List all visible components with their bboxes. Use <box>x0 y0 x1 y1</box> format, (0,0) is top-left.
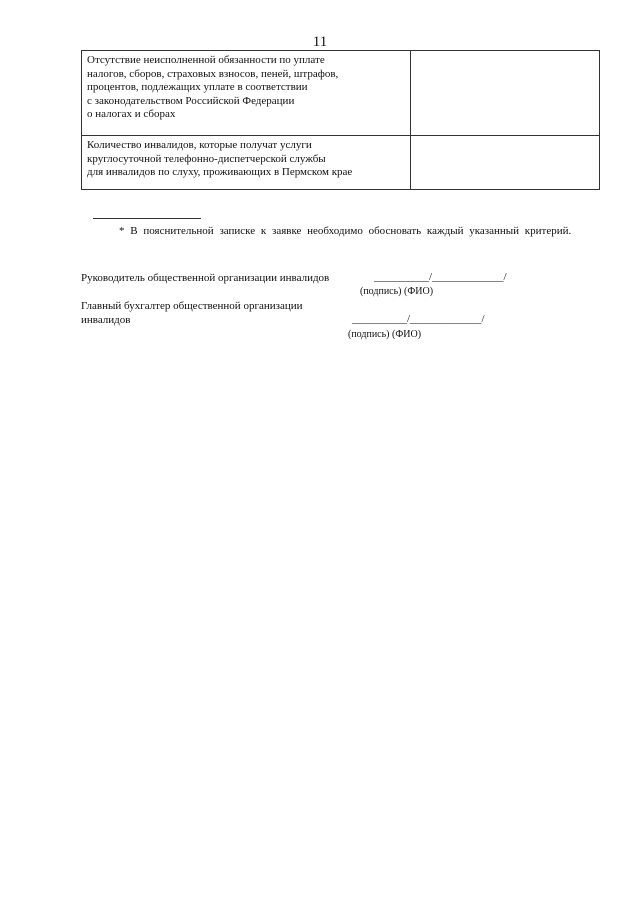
criterion-label-disabled-count: Количество инвалидов, которые получат услуги круглосуточной телефонно-диспетчерской службы для инвалидов по слуху, проживающих в Пермском крае <box>82 136 411 190</box>
head-signature-label: Руководитель общественной организации инвалидов <box>81 272 330 284</box>
criteria-table <box>81 50 600 190</box>
head-signature-field: __________/_____________/ <box>374 271 507 283</box>
accountant-signature-label-line2: инвалидов <box>81 314 131 326</box>
accountant-signature-caption: (подпись) (ФИО) <box>348 329 422 340</box>
page-number: 11 <box>312 34 328 50</box>
footnote-text: * В пояснительной записке к заявке необходимо обосновать каждый указанный критерий. <box>119 225 572 237</box>
accountant-signature-field: __________/_____________/ <box>352 313 485 325</box>
criterion-value-disabled-count <box>411 136 600 190</box>
accountant-signature-label-line1: Главный бухгалтер общественной организации <box>81 300 303 312</box>
table-row <box>82 51 600 136</box>
footnote-separator <box>93 218 201 219</box>
criterion-label-tax-debt: Отсутствие неисполненной обязанности по уплате налогов, сборов, страховых взносов, пеней, штрафов, процентов, подлежащих уплате в соответствии с законодательством Российской Федерации о налогах и сборах <box>82 51 411 136</box>
head-signature-caption: (подпись) (ФИО) <box>360 286 434 297</box>
criterion-value-tax-debt <box>411 51 600 136</box>
table-row <box>82 136 600 190</box>
